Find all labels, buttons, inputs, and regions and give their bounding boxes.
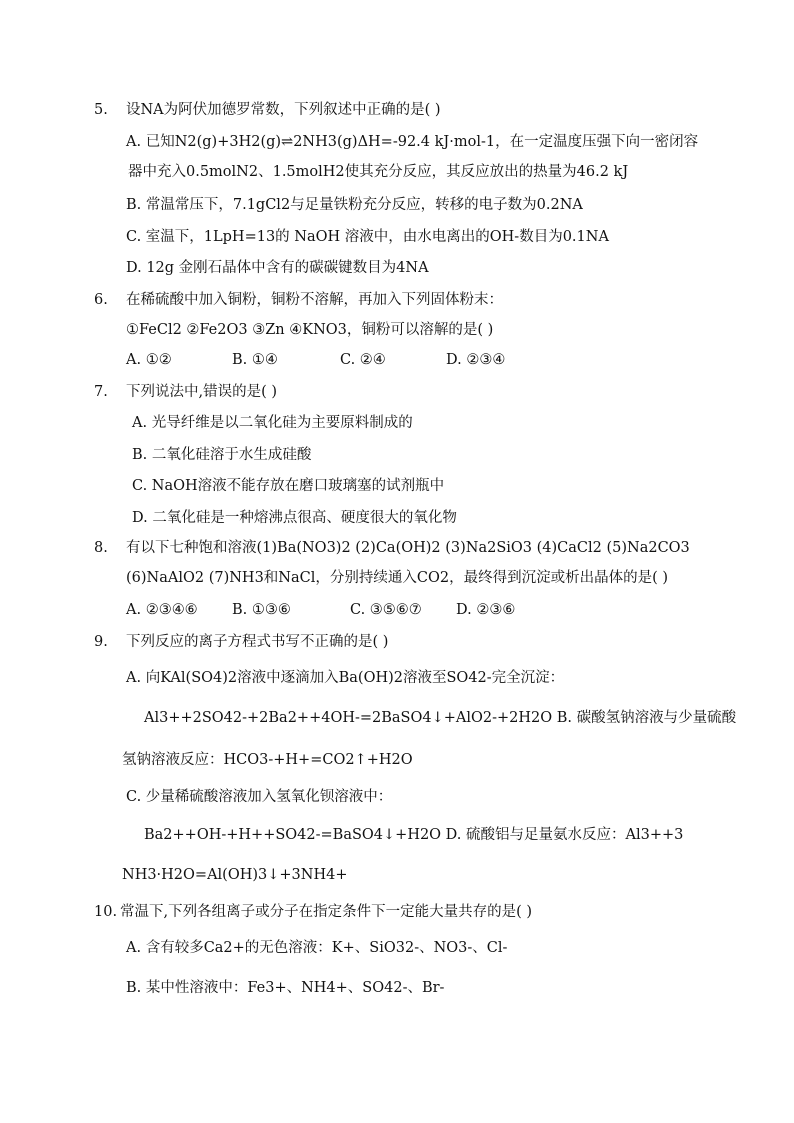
option-a: A. ②③④⑥: [126, 602, 198, 618]
option-a: A. 向KAl(SO4)2溶液中逐滴加入Ba(OH)2溶液至SO42-完全沉淀：: [126, 670, 565, 686]
option-c: C. ③⑤⑥⑦: [350, 602, 422, 618]
option-c: C. 少量稀硫酸溶液加入氢氧化钡溶液中：: [126, 789, 393, 805]
question-number: 7.: [94, 384, 108, 400]
question-number: 6.: [94, 292, 108, 308]
question-stem: 下列说法中,错误的是( ): [126, 384, 278, 400]
option-d: D. 二氧化硅是一种熔沸点很高、硬度很大的氧化物: [132, 510, 457, 526]
option-a: A. 含有较多Ca2+的无色溶液：K+、SiO32-、NO3-、Cl-: [126, 940, 508, 956]
question-stem: 常温下,下列各组离子或分子在指定条件下一定能大量共存的是( ): [120, 904, 533, 920]
option-d: D. ②③⑥: [456, 602, 516, 618]
question-stem-continued: (6)NaAlO2 (7)NH3和NaCl，分别持续通入CO2，最终得到沉淀或析出晶体的是( ): [126, 570, 668, 586]
option-c: C. ②④: [340, 352, 386, 368]
question-number: 5.: [94, 102, 108, 118]
question-stem: 有以下七种饱和溶液(1)Ba(NO3)2 (2)Ca(OH)2 (3)Na2SiO3 (4)CaCl2 (5)Na2CO3: [126, 540, 690, 556]
option-b: B. 某中性溶液中：Fe3+、NH4+、SO42-、Br-: [126, 980, 445, 996]
substance-list: ①FeCl2 ②Fe2O3 ③Zn ④KNO3，铜粉可以溶解的是( ): [126, 322, 494, 338]
option-d-continued: NH3·H2O=Al(OH)3↓+3NH4+: [122, 867, 348, 883]
question-number: 8.: [94, 540, 108, 556]
option-d: D. 12g 金刚石晶体中含有的碳碳键数目为4NA: [126, 260, 429, 276]
option-c: C. NaOH溶液不能存放在磨口玻璃塞的试剂瓶中: [132, 478, 445, 494]
question-stem: 在稀硫酸中加入铜粉，铜粉不溶解，再加入下列固体粉末：: [126, 292, 503, 308]
equation-c-and-option-d: Ba2++OH-+H++SO42-=BaSO4↓+H2O D. 硫酸铝与足量氨水反应：Al3++3: [144, 827, 684, 843]
option-b: B. 常温常压下，7.1gCl2与足量铁粉充分反应，转移的电子数为0.2NA: [126, 197, 583, 213]
option-a: A. 已知N2(g)+3H2(g)⇌2NH3(g)ΔH=-92.4 kJ·mol-1，在一定温度压强下向一密闭容: [126, 134, 699, 150]
option-b: B. 二氧化硅溶于水生成硅酸: [132, 447, 312, 463]
option-a: A. ①②: [126, 352, 172, 368]
option-d: D. ②③④: [446, 352, 506, 368]
option-b: B. ①③⑥: [232, 602, 291, 618]
option-a-continued: 器中充入0.5molN2、1.5molH2使其充分反应，其反应放出的热量为46.2 kJ: [128, 164, 629, 180]
option-a: A. 光导纤维是以二氧化硅为主要原料制成的: [132, 415, 413, 431]
option-c: C. 室温下，1LpH=13的 NaOH 溶液中，由水电离出的OH-数目为0.1NA: [126, 229, 609, 245]
question-number: 10.: [94, 904, 118, 920]
option-b-continued: 氢钠溶液反应：HCO3-+H+=CO2↑+H2O: [122, 752, 413, 768]
equation-a-and-option-b: Al3++2SO42-+2Ba2++4OH-=2BaSO4↓+AlO2-+2H2O B. 碳酸氢钠溶液与少量硫酸: [144, 710, 737, 726]
option-b: B. ①④: [232, 352, 278, 368]
question-stem: 下列反应的离子方程式书写不正确的是( ): [126, 634, 389, 650]
question-stem: 设NA为阿伏加德罗常数，下列叙述中正确的是( ): [126, 102, 441, 118]
question-number: 9.: [94, 634, 108, 650]
